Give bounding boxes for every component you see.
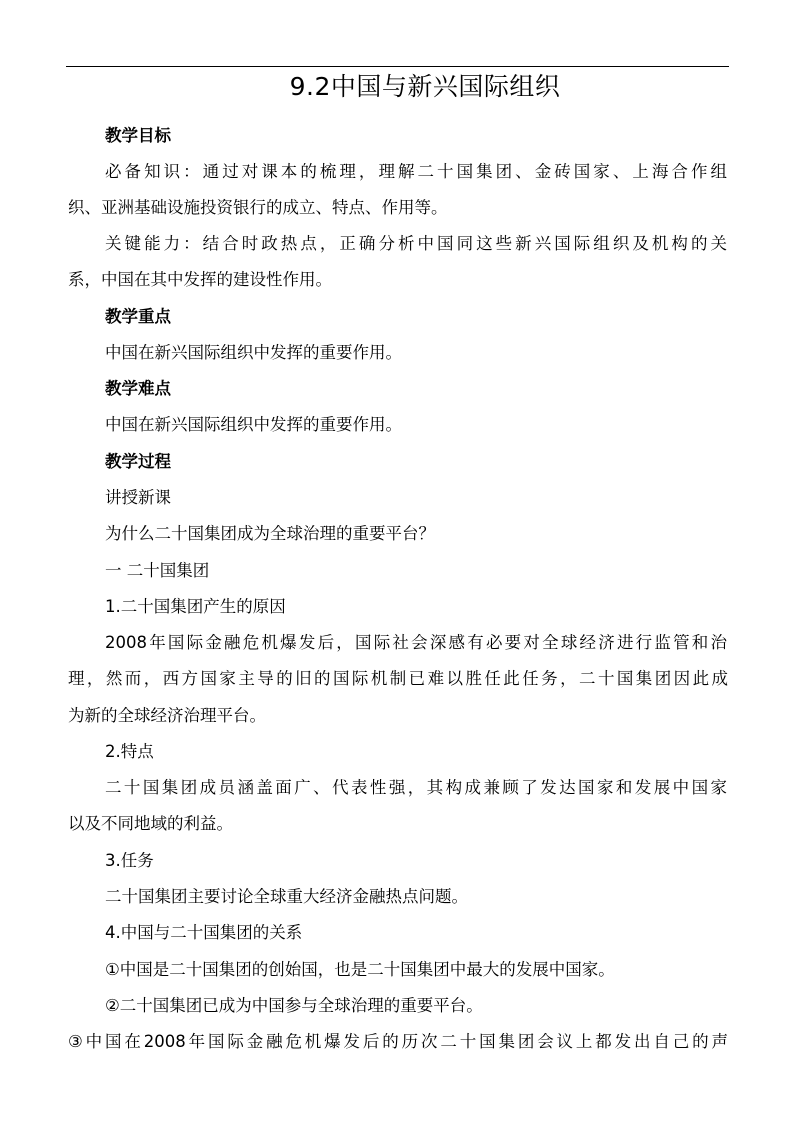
paragraph-line: 为什么二十国集团成为全球治理的重要平台？ (105, 524, 435, 543)
paragraph-line: 织、亚洲基础设施投资银行的成立、特点、作用等。 (68, 198, 448, 217)
paragraph-line: 2008年国际金融危机爆发后，国际社会深感有必要对全球经济进行监管和治 (105, 633, 727, 652)
paragraph-line: 系，中国在其中发挥的建设性作用。 (68, 270, 332, 289)
heading-key-points: 教学重点 (105, 307, 171, 326)
paragraph-line: 中国在新兴国际组织中发挥的重要作用。 (105, 343, 402, 362)
paragraph-line: 二十国集团主要讨论全球重大经济金融热点问题。 (105, 887, 468, 906)
heading-teaching-goals: 教学目标 (105, 126, 171, 145)
paragraph-line: 必备知识：通过对课本的梳理，理解二十国集团、金砖国家、上海合作组 (105, 162, 727, 181)
heading-teaching-process: 教学过程 (105, 452, 171, 471)
subsection-heading: 4.中国与二十国集团的关系 (105, 923, 303, 942)
heading-difficulties: 教学难点 (105, 379, 171, 398)
list-item: ②二十国集团已成为中国参与全球治理的重要平台。 (105, 996, 483, 1015)
list-item: ③中国在2008年国际金融危机爆发后的历次二十国集团会议上都发出自己的声 (68, 1032, 728, 1051)
subsection-heading: 1.二十国集团产生的原因 (105, 597, 286, 616)
header-rule (66, 66, 729, 67)
subsection-heading: 3.任务 (105, 851, 154, 870)
paragraph-line: 理，然而，西方国家主导的旧的国际机制已难以胜任此任务，二十国集团因此成 (68, 669, 728, 688)
paragraph-line: 讲授新课 (105, 488, 171, 507)
paragraph-line: 为新的全球经济治理平台。 (68, 706, 266, 725)
list-item: ①中国是二十国集团的创始国，也是二十国集团中最大的发展中国家。 (105, 960, 615, 979)
paragraph-line: 二十国集团成员涵盖面广、代表性强，其构成兼顾了发达国家和发展中国家 (105, 778, 727, 797)
subsection-heading: 2.特点 (105, 742, 154, 761)
paragraph-line: 中国在新兴国际组织中发挥的重要作用。 (105, 415, 402, 434)
page-title: 9.2中国与新兴国际组织 (289, 72, 561, 101)
section-heading: 一 二十国集团 (105, 561, 210, 580)
paragraph-line: 关键能力：结合时政热点，正确分析中国同这些新兴国际组织及机构的关 (105, 234, 727, 253)
paragraph-line: 以及不同地域的利益。 (68, 814, 233, 833)
